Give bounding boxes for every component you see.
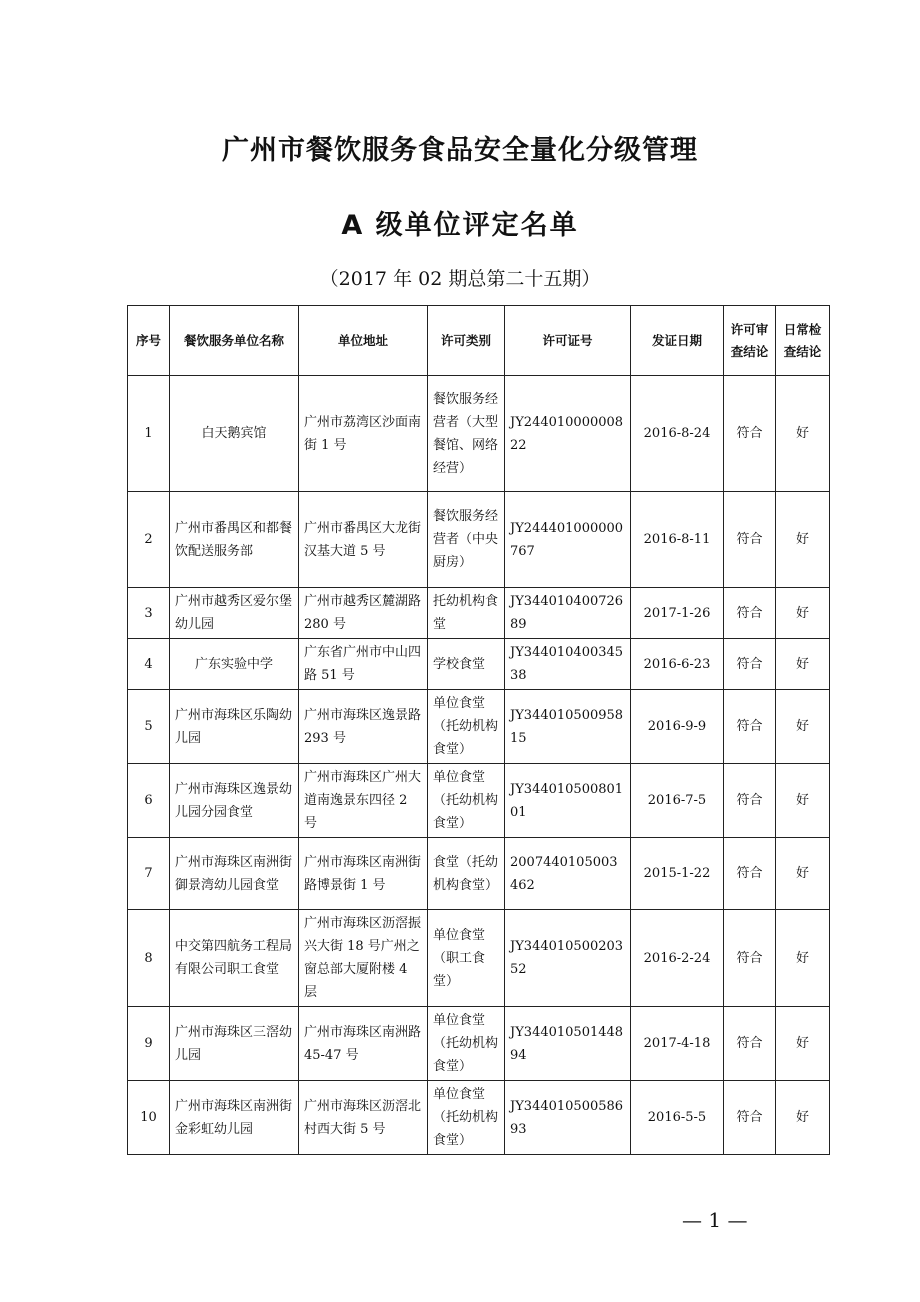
cell-address: 广东省广州市中山四路 51 号 <box>299 639 428 690</box>
cell-daily-check: 好 <box>776 492 830 588</box>
issue-period: （2017 年 02 期总第二十五期） <box>319 268 601 290</box>
cell-license-type: 单位食堂（托幼机构食堂） <box>428 1007 505 1081</box>
cell-license-type: 单位食堂（职工食堂） <box>428 910 505 1007</box>
cell-license-type: 单位食堂（托幼机构食堂） <box>428 690 505 764</box>
cell-license-type: 单位食堂（托幼机构食堂） <box>428 764 505 838</box>
cell-address: 广州市荔湾区沙面南街 1 号 <box>299 376 428 492</box>
cell-license-no: JY34401050095815 <box>505 690 631 764</box>
cell-no: 1 <box>128 376 170 492</box>
table-row <box>128 764 830 838</box>
table-row <box>128 639 830 690</box>
cell-license-type: 食堂（托幼机构食堂） <box>428 838 505 910</box>
cell-license-no: 2007440105003462 <box>505 838 631 910</box>
cell-issue-date: 2016-8-24 <box>631 376 724 492</box>
page-title: 广州市餐饮服务食品安全量化分级管理 <box>222 135 698 166</box>
cell-issue-date: 2016-7-5 <box>631 764 724 838</box>
cell-daily-check: 好 <box>776 1081 830 1155</box>
table-row <box>128 588 830 639</box>
cell-daily-check: 好 <box>776 690 830 764</box>
cell-name: 广州市海珠区乐陶幼儿园 <box>170 690 299 764</box>
cell-issue-date: 2016-2-24 <box>631 910 724 1007</box>
table-header-row <box>128 306 830 376</box>
cell-daily-check: 好 <box>776 764 830 838</box>
cell-license-review: 符合 <box>724 588 776 639</box>
cell-issue-date: 2016-6-23 <box>631 639 724 690</box>
cell-daily-check: 好 <box>776 910 830 1007</box>
cell-name: 广州市海珠区逸景幼儿园分园食堂 <box>170 764 299 838</box>
cell-license-type: 餐饮服务经营者（中央厨房） <box>428 492 505 588</box>
cell-issue-date: 2017-1-26 <box>631 588 724 639</box>
cell-no: 7 <box>128 838 170 910</box>
cell-address: 广州市越秀区麓湖路 280 号 <box>299 588 428 639</box>
table-row <box>128 1007 830 1081</box>
cell-name: 广州市越秀区爱尔堡幼儿园 <box>170 588 299 639</box>
cell-address: 广州市番禺区大龙街汉基大道 5 号 <box>299 492 428 588</box>
header-no: 序号 <box>128 306 170 376</box>
table-row <box>128 1081 830 1155</box>
header-license-type: 许可类别 <box>428 306 505 376</box>
cell-license-no: JY34401050020352 <box>505 910 631 1007</box>
cell-license-no: JY34401040034538 <box>505 639 631 690</box>
cell-address: 广州市海珠区南洲路 45-47 号 <box>299 1007 428 1081</box>
cell-daily-check: 好 <box>776 639 830 690</box>
cell-license-no: JY34401050058693 <box>505 1081 631 1155</box>
cell-license-review: 符合 <box>724 690 776 764</box>
cell-no: 2 <box>128 492 170 588</box>
cell-issue-date: 2017-4-18 <box>631 1007 724 1081</box>
cell-name: 广州市番禺区和都餐饮配送服务部 <box>170 492 299 588</box>
table-row <box>128 492 830 588</box>
cell-license-review: 符合 <box>724 910 776 1007</box>
table-row <box>128 838 830 910</box>
cell-name: 广州市海珠区南洲街金彩虹幼儿园 <box>170 1081 299 1155</box>
cell-name: 白天鹅宾馆 <box>170 376 299 492</box>
cell-license-review: 符合 <box>724 492 776 588</box>
table-row <box>128 690 830 764</box>
cell-no: 8 <box>128 910 170 1007</box>
table-row <box>128 376 830 492</box>
cell-no: 6 <box>128 764 170 838</box>
cell-license-no: JY34401040072689 <box>505 588 631 639</box>
header-daily-check: 日常检查结论 <box>776 306 830 376</box>
cell-daily-check: 好 <box>776 588 830 639</box>
cell-license-review: 符合 <box>724 1007 776 1081</box>
header-license-no: 许可证号 <box>505 306 631 376</box>
cell-daily-check: 好 <box>776 838 830 910</box>
cell-daily-check: 好 <box>776 1007 830 1081</box>
cell-address: 广州市海珠区沥滘北村西大街 5 号 <box>299 1081 428 1155</box>
cell-license-no: JY24401000000822 <box>505 376 631 492</box>
cell-no: 9 <box>128 1007 170 1081</box>
cell-license-type: 单位食堂（托幼机构食堂） <box>428 1081 505 1155</box>
cell-no: 4 <box>128 639 170 690</box>
cell-license-type: 学校食堂 <box>428 639 505 690</box>
cell-address: 广州市海珠区南洲街路博景街 1 号 <box>299 838 428 910</box>
cell-license-review: 符合 <box>724 376 776 492</box>
cell-license-review: 符合 <box>724 838 776 910</box>
header-name: 餐饮服务单位名称 <box>170 306 299 376</box>
cell-license-no: JY244401000000767 <box>505 492 631 588</box>
cell-no: 10 <box>128 1081 170 1155</box>
cell-license-review: 符合 <box>724 639 776 690</box>
cell-license-review: 符合 <box>724 764 776 838</box>
header-address: 单位地址 <box>299 306 428 376</box>
cell-issue-date: 2016-8-11 <box>631 492 724 588</box>
cell-issue-date: 2016-5-5 <box>631 1081 724 1155</box>
cell-license-no: JY34401050144894 <box>505 1007 631 1081</box>
cell-address: 广州市海珠区逸景路 293 号 <box>299 690 428 764</box>
header-license-review: 许可审查结论 <box>724 306 776 376</box>
page-number: — 1 — <box>682 1208 748 1232</box>
page-subtitle-grade: A 级单位评定名单 <box>341 210 579 241</box>
cell-no: 5 <box>128 690 170 764</box>
cell-issue-date: 2015-1-22 <box>631 838 724 910</box>
cell-address: 广州市海珠区广州大道南逸景东四径 2 号 <box>299 764 428 838</box>
cell-no: 3 <box>128 588 170 639</box>
table-row <box>128 910 830 1007</box>
cell-address: 广州市海珠区沥滘振兴大街 18 号广州之窗总部大厦附楼 4 层 <box>299 910 428 1007</box>
rating-table <box>127 305 830 1155</box>
cell-name: 广州市海珠区南洲街御景湾幼儿园食堂 <box>170 838 299 910</box>
cell-name: 广东实验中学 <box>170 639 299 690</box>
header-issue-date: 发证日期 <box>631 306 724 376</box>
cell-daily-check: 好 <box>776 376 830 492</box>
cell-license-no: JY34401050080101 <box>505 764 631 838</box>
cell-license-type: 托幼机构食堂 <box>428 588 505 639</box>
cell-license-type: 餐饮服务经营者（大型餐馆、网络经营） <box>428 376 505 492</box>
cell-name: 中交第四航务工程局有限公司职工食堂 <box>170 910 299 1007</box>
cell-issue-date: 2016-9-9 <box>631 690 724 764</box>
cell-license-review: 符合 <box>724 1081 776 1155</box>
cell-name: 广州市海珠区三滘幼儿园 <box>170 1007 299 1081</box>
